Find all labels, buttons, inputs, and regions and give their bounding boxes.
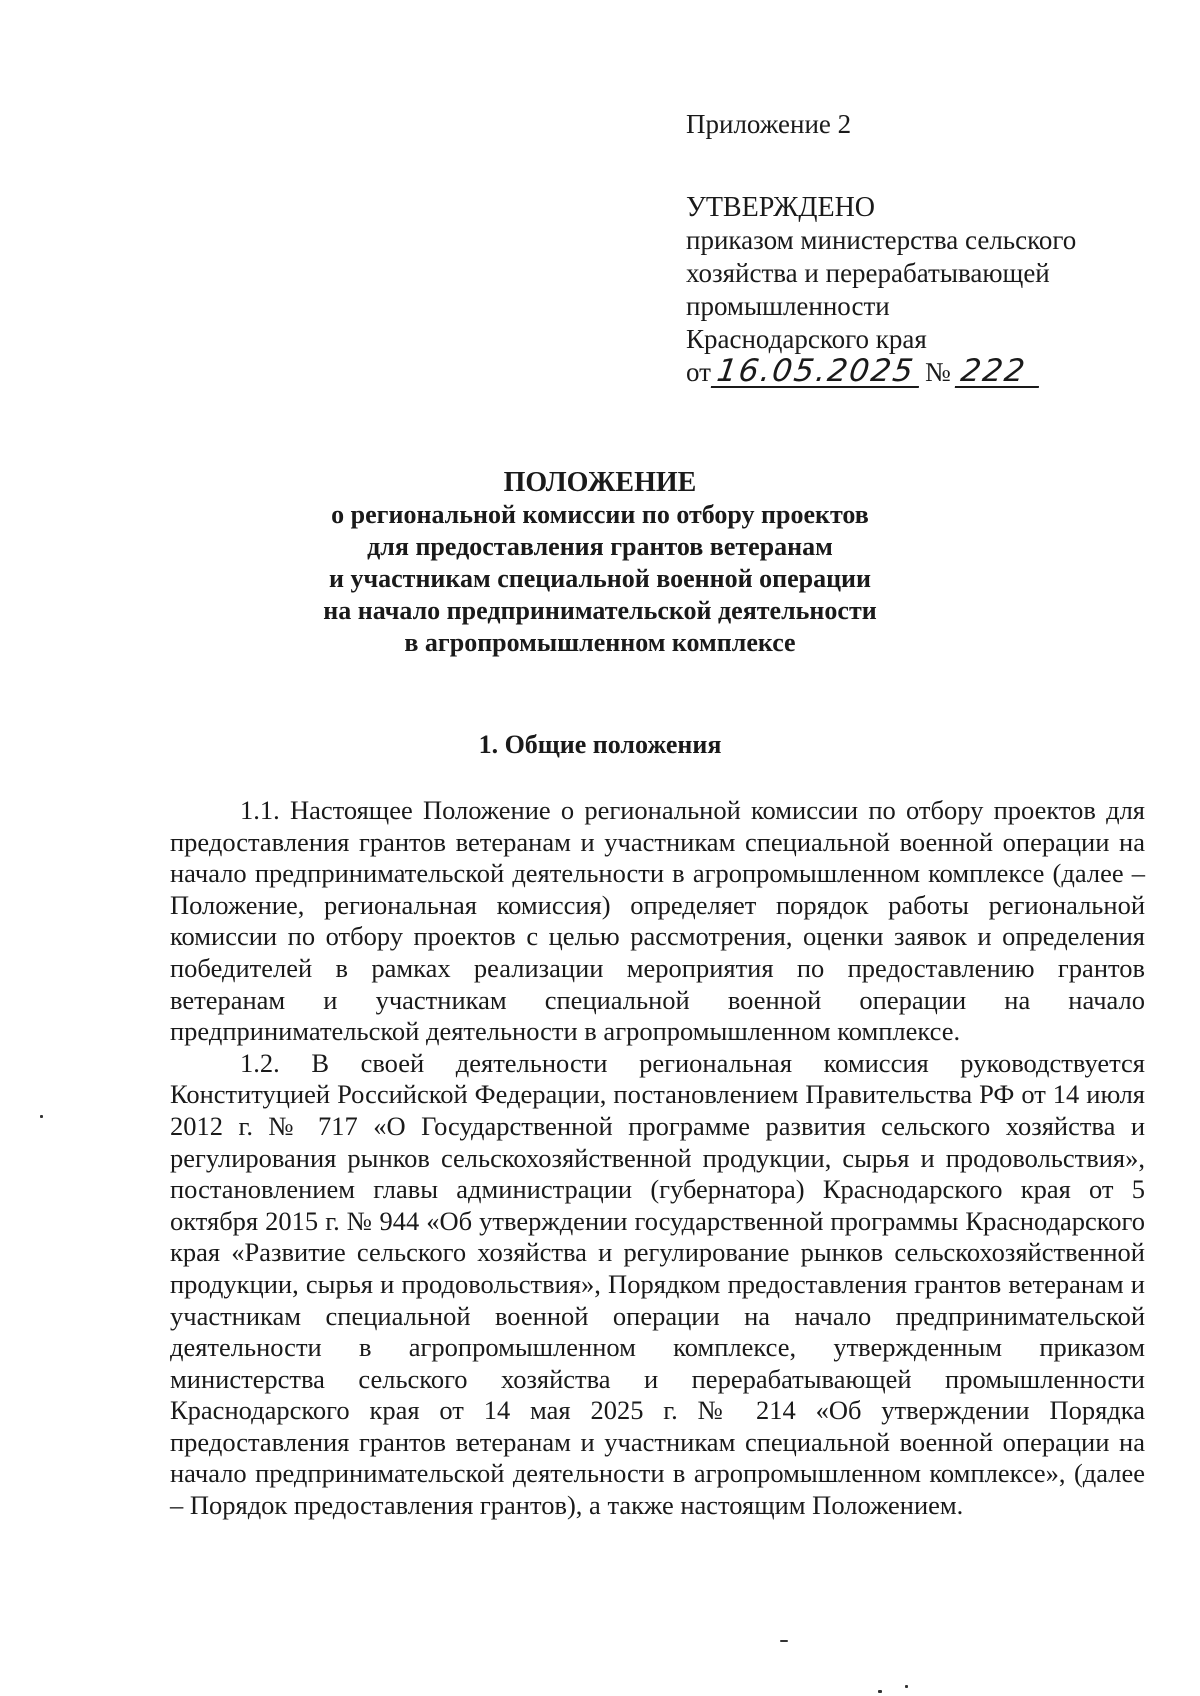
scan-speck (878, 1690, 882, 1693)
title-line: на начало предпринимательской деятельности (323, 596, 877, 625)
title-line: в агропромышленном комплексе (404, 628, 796, 657)
approval-line: Краснодарского края (686, 324, 927, 354)
document-body (170, 795, 1145, 1522)
title-line: и участникам специальной военной операции (328, 564, 872, 593)
order-date-handwritten: 16.05.2025 (711, 356, 923, 388)
title-line: о региональной комиссии по отбору проектов (331, 500, 869, 529)
order-reference (686, 353, 1106, 389)
paragraph-1-2: 1.2. В своей деятельности региональная комиссия руководствуется Конституцией Российской Федерации, постановлением Правительства РФ от 14 июля 2012 г. № 717 «О Государственной программе развития сельского хозяйства и регулирования рынков сельскохозяйственной продукции, сырья и продовольствия», постановлением главы администрации (губернатора) Краснодарского края от 5 октября 2015 г. № 944 «Об утверждении государственной программы Краснодарского края «Развитие сельского хозяйства и регулирование рынков сельскохозяйственной продукции, сырья и продовольствия», Порядком предоставления грантов ветеранам и участникам специальной военной операции на начало предпринимательской деятельности в агропромышленном комплексе, утвержденным приказом министерства сельского хозяйства и перерабатывающей промышленности Краснодарского края от 14 мая 2025 г. № 214 «Об утверждении Порядка предоставления грантов ветеранам и участникам специальной военной операции на начало предпринимательской деятельности в агропромышленном комплексе», (далее – Порядок предоставления грантов), а также настоящим Положением. (170, 1047, 1145, 1521)
approval-line: промышленности (686, 291, 890, 321)
scan-speck (40, 1115, 43, 1118)
approval-line: хозяйства и перерабатывающей (686, 258, 1050, 288)
appendix-label: Приложение 2 (686, 109, 852, 139)
approval-line: приказом министерства сельского (686, 225, 1077, 255)
approved-stamp-label: УТВЕРЖДЕНО (686, 192, 876, 223)
order-number-sign: № (924, 357, 951, 387)
order-prefix: от (686, 357, 711, 387)
approval-block (686, 108, 1106, 389)
scan-speck (905, 1685, 908, 1688)
title-main: ПОЛОЖЕНИЕ (503, 467, 697, 498)
paragraph-1-1: 1.1. Настоящее Положение о региональной комиссии по отбору проектов для предоставления грантов ветеранам и участникам специальной военной операции на начало предпринимательской деятельности в агропромышленном комплексе (далее – Положение, региональная комиссия) определяет порядок работы региональной комиссии по отбору проектов с целью рассмотрения, оценки заявок и определения победителей в рамках реализации мероприятия по предоставлению грантов ветеранам и участникам специальной военной операции на начало предпринимательской деятельности в агропромышленном комплексе. (170, 795, 1145, 1047)
scan-speck (780, 1640, 788, 1642)
document-title (0, 467, 1200, 659)
section-heading: 1. Общие положения (478, 730, 722, 759)
title-line: для предоставления грантов ветеранам (367, 532, 833, 561)
order-number-handwritten: 222 (954, 356, 1042, 388)
